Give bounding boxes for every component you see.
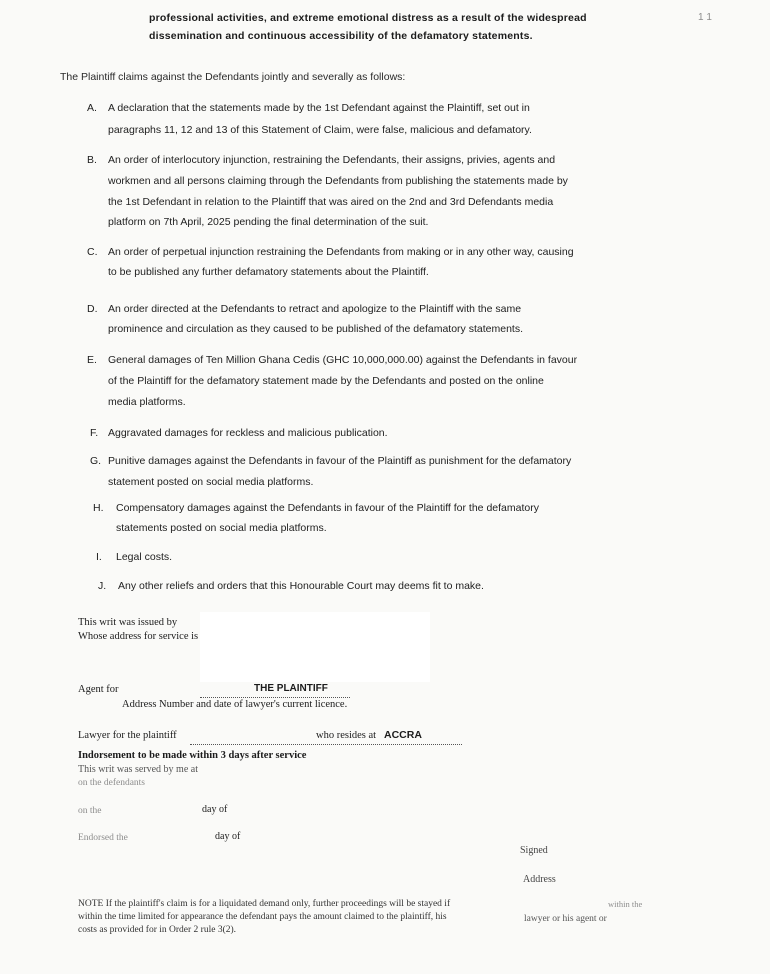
note-line-3: costs as provided for in Order 2 rule 3(2). [78, 925, 237, 935]
claim-line: prominence and circulation as they caused to be published of the defamatory statements. [108, 323, 523, 335]
claim-line: A declaration that the statements made by the 1st Defendant against the Plaintiff, set out in [108, 102, 530, 114]
address-service-label: Whose address for service is [78, 631, 199, 642]
claim-letter: H. [93, 502, 104, 514]
claim-line: Punitive damages against the Defendants in favour of the Plaintiff as punishment for the defamatory [108, 455, 572, 467]
indorsement-heading: Indorsement to be made within 3 days after service [78, 750, 307, 761]
agent-for-value: THE PLAINTIFF [254, 683, 328, 694]
claim-line: Compensatory damages against the Defendants in favour of the Plaintiff for the defamatory [116, 502, 539, 514]
agent-dotted-line [200, 697, 350, 698]
note-line-1: NOTE If the plaintiff's claim is for a liquidated demand only, further proceedings will be stayed if [78, 899, 451, 909]
endorsed-the-text: Endorsed the [78, 833, 128, 843]
address-label: Address [523, 874, 556, 885]
redacted-area [200, 612, 430, 682]
claim-line: An order directed at the Defendants to retract and apologize to the Plaintiff with the same [108, 303, 522, 315]
claim-line: workmen and all persons claiming through the Defendants from publishing the statements made by [108, 175, 568, 187]
resides-at-label: who resides at [316, 730, 377, 741]
claim-line: Aggravated damages for reckless and malicious publication. [108, 427, 388, 439]
claim-letter: F. [90, 427, 99, 439]
claim-letter: D. [87, 303, 98, 315]
claim-line: paragraphs 11, 12 and 13 of this Statement of Claim, were false, malicious and defamatory. [108, 124, 532, 136]
claim-line: of the Plaintiff for the defamatory statement made by the Defendants and posted on the online [108, 375, 544, 387]
on-the-text: on the [78, 806, 102, 816]
claim-line: Any other reliefs and orders that this Honourable Court may deems fit to make. [118, 580, 484, 592]
claim-line: An order of perpetual injunction restraining the Defendants from making or in any other way, causing [108, 246, 574, 258]
day-of-label-2: day of [215, 831, 241, 842]
agent-for-label: Agent for [78, 684, 119, 695]
claim-line: statements posted on social media platforms. [116, 522, 327, 534]
claim-line: to be published any further defamatory statements about the Plaintiff. [108, 266, 429, 278]
claims-intro: The Plaintiff claims against the Defendants jointly and severally as follows: [60, 71, 406, 83]
claim-letter: B. [87, 154, 97, 166]
claim-line: media platforms. [108, 396, 186, 408]
claim-letter: I. [96, 551, 102, 563]
claim-line: the 1st Defendant in relation to the Plaintiff that was aired on the 2nd and 3rd Defendants media [108, 196, 554, 208]
header-line-1: professional activities, and extreme emotional distress as a result of the widespread [149, 12, 587, 24]
margin-mark: 1 1 [698, 12, 712, 23]
claim-letter: G. [90, 455, 102, 467]
claim-letter: C. [87, 246, 98, 258]
claim-letter: E. [87, 354, 97, 366]
header-line-2: dissemination and continuous accessibility of the defamatory statements. [149, 30, 533, 42]
claim-line: General damages of Ten Million Ghana Cedis (GHC 10,000,000.00) against the Defendants in favour [108, 354, 578, 366]
served-by-text: This writ was served by me at [78, 764, 198, 775]
claim-letter: A. [87, 102, 97, 114]
claim-line: platform on 7th April, 2025 pending the final determination of the suit. [108, 216, 429, 228]
claim-letter: J. [98, 580, 107, 592]
on-defendants-text: on the defendants [78, 778, 146, 788]
note-right-1: within the [608, 899, 643, 909]
note-right-2: lawyer or his agent or [524, 914, 607, 924]
signed-label: Signed [520, 845, 548, 856]
claim-line: Legal costs. [116, 551, 173, 563]
address-number-label: Address Number and date of lawyer's current licence. [122, 699, 348, 710]
claim-line: An order of interlocutory injunction, restraining the Defendants, their assigns, privies, agents and [108, 154, 556, 166]
resides-at-value: ACCRA [384, 729, 422, 741]
issued-by-label: This writ was issued by [78, 617, 178, 628]
note-line-2: within the time limited for appearance the defendant pays the amount claimed to the plaintiff, his [78, 912, 447, 922]
lawyer-for-label: Lawyer for the plaintiff [78, 730, 177, 741]
lawyer-dotted-line [190, 744, 462, 745]
claim-line: statement posted on social media platforms. [108, 476, 314, 488]
day-of-label-1: day of [202, 804, 228, 815]
